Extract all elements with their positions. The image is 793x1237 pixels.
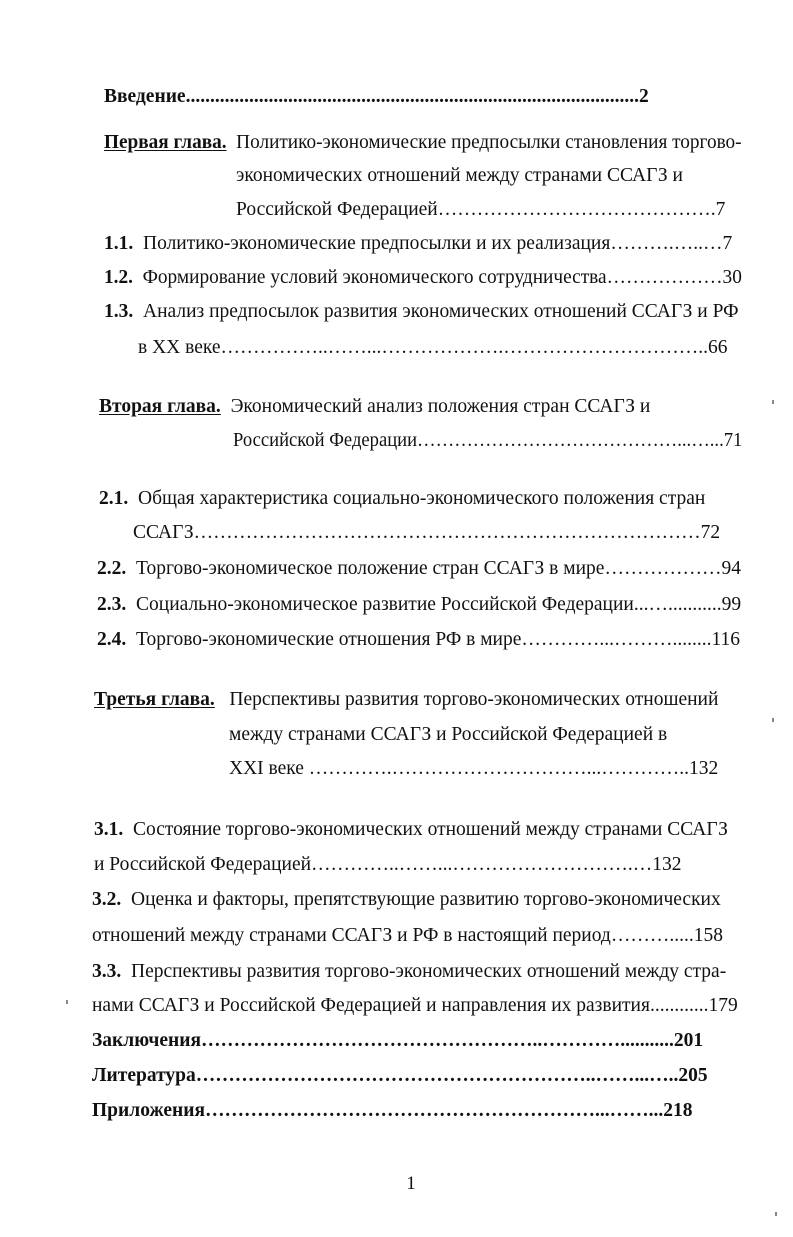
- toc-section-2-1: [99, 487, 705, 511]
- section-title: Торгово-экономические отношения РФ в мире…………...………........116: [136, 629, 741, 650]
- chapter-1-title-line-3: Российской Федерацией…………………………………….7: [236, 199, 726, 220]
- section-number: 2.3.: [97, 594, 127, 615]
- section-number: 2.2.: [97, 558, 127, 579]
- section-title: Формирование условий экономического сотрудничества………………30: [142, 267, 742, 288]
- section-3-1-title-line-2: и Российской Федерацией…………..……...……………………….…132: [94, 854, 682, 875]
- toc-section-3-3: [92, 960, 726, 984]
- section-title-line-1: Оценка и факторы, препятствующие развитию торгово-экономических: [131, 889, 721, 910]
- section-number: 3.2.: [92, 889, 122, 910]
- chapter-3-label: Третья глава.: [94, 689, 215, 710]
- chapter-3-title-line-1: Перспективы развития торгово-экономических отношений: [229, 689, 719, 710]
- section-number: 2.4.: [97, 629, 127, 650]
- toc-entry-introduction: Введение.............................................................................................2: [104, 86, 649, 107]
- section-title-line-1: Перспективы развития торгово-экономических отношений между стра-: [131, 961, 727, 982]
- section-title-line-1: Состояние торгово-экономических отношений между странами ССАГЗ: [133, 819, 728, 840]
- section-number: 1.3.: [104, 301, 134, 322]
- section-1-3-title-line-2: в XX веке……………..……...……………….…………………………..66: [138, 337, 728, 358]
- scan-speck: [775, 1212, 777, 1216]
- scan-speck: [772, 718, 774, 722]
- toc-chapter-2-line-1: [99, 395, 650, 419]
- toc-entry-conclusions: Заключения……………………………………………..…………...........201: [92, 1030, 704, 1051]
- section-number: 3.1.: [94, 819, 124, 840]
- scan-speck: [66, 1000, 68, 1004]
- chapter-1-title-line-2: экономических отношений между странами ССАГЗ и: [236, 165, 683, 186]
- toc-section-1-2: [104, 266, 742, 290]
- toc-section-2-2: [97, 557, 741, 581]
- section-title: Торгово-экономическое положение стран ССАГЗ в мире………………94: [136, 558, 741, 579]
- page-number: 1: [406, 1173, 416, 1194]
- toc-section-3-2: [92, 888, 721, 912]
- chapter-1-title-line-1: Политико-экономические предпосылки становления торгово-: [236, 132, 742, 153]
- section-title: Политико-экономические предпосылки и их реализация……….…..…7: [143, 233, 733, 254]
- toc-section-3-1: [94, 818, 728, 842]
- chapter-2-title-line-2: Российской Федерации……………………………………...…...71: [233, 430, 743, 451]
- toc-entry-appendices: Приложения……………………………………………………...……...218: [92, 1100, 693, 1121]
- chapter-2-label: Вторая глава.: [99, 396, 221, 417]
- chapter-1-label: Первая глава.: [104, 132, 227, 153]
- toc-section-2-3: [97, 593, 741, 617]
- section-title-line-1: Анализ предпосылок развития экономических отношений ССАГЗ и РФ: [143, 301, 739, 322]
- toc-entry-literature: Литература……………………………………………………..……...…..205: [92, 1065, 708, 1086]
- toc-section-2-4: [97, 628, 740, 652]
- chapter-3-title-line-3: XXI веке ………….…………………………...…………..132: [229, 758, 719, 779]
- section-number: 2.1.: [99, 488, 129, 509]
- section-3-2-title-line-2: отношений между странами ССАГЗ и РФ в настоящий период……….....158: [92, 925, 723, 946]
- section-number: 3.3.: [92, 961, 122, 982]
- toc-section-1-3: [104, 300, 739, 324]
- chapter-3-title-line-2: между странами ССАГЗ и Российской Федерацией в: [229, 724, 668, 745]
- section-title-line-1: Общая характеристика социально-экономического положения стран: [138, 488, 706, 509]
- section-title: Социально-экономическое развитие Российской Федерации...…...........99: [136, 594, 742, 615]
- section-number: 1.2.: [104, 267, 133, 288]
- chapter-2-title-line-1: Экономический анализ положения стран ССАГЗ и: [230, 396, 651, 417]
- toc-section-1-1: [104, 232, 732, 256]
- toc-chapter-3-line-1: [94, 688, 718, 712]
- toc-chapter-1-line-1: [104, 131, 742, 155]
- section-number: 1.1.: [104, 233, 134, 254]
- section-2-1-title-line-2: ССАГЗ……………………………………………………………………72: [133, 522, 721, 543]
- section-3-3-title-line-2: нами ССАГЗ и Российской Федерацией и направления их развития............179: [92, 995, 738, 1016]
- scan-speck: [772, 400, 774, 404]
